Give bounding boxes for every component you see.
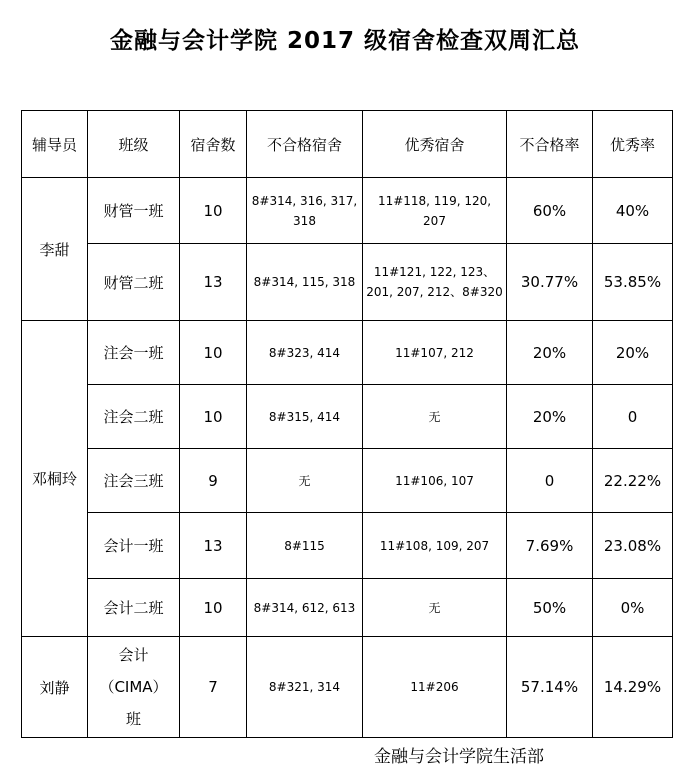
header-counselor: 辅导员 [22,111,88,178]
class-cell: 会计一班 [88,513,180,579]
footer-department: 金融与会计学院生活部 [374,747,544,767]
table-row [22,321,673,385]
excellent-dorms-cell: 无 [363,385,507,449]
class-cell: 财管一班 [88,178,180,244]
excellent-dorms-cell: 11#206 [363,637,507,738]
header-excellent-dorms: 优秀宿舍 [363,111,507,178]
excellent-dorms-cell: 11#118, 119, 120, 207 [363,178,507,244]
header-fail-rate: 不合格率 [507,111,593,178]
fail-rate-cell: 20% [507,321,593,385]
excellent-rate-cell: 40% [593,178,673,244]
fail-dorms-cell: 8#315, 414 [247,385,363,449]
fail-rate-cell: 30.77% [507,244,593,321]
fail-rate-cell: 57.14% [507,637,593,738]
page-title: 金融与会计学院 2017 级宿舍检查双周汇总 [109,28,581,54]
dorm-summary-table [21,110,673,738]
excellent-rate-cell: 0 [593,385,673,449]
fail-dorms-cell: 8#314, 612, 613 [247,579,363,637]
excellent-dorms-cell: 11#108, 109, 207 [363,513,507,579]
excellent-rate-cell: 0% [593,579,673,637]
counselor-cell: 李甜 [22,178,88,321]
dorm-count-cell: 10 [180,321,247,385]
class-cell: 注会三班 [88,449,180,513]
table-row [22,385,673,449]
table-header-row [22,111,673,178]
excellent-rate-cell: 53.85% [593,244,673,321]
class-cell: 会计（CIMA）班 [88,637,180,738]
dorm-count-cell: 13 [180,244,247,321]
fail-rate-cell: 50% [507,579,593,637]
excellent-rate-cell: 23.08% [593,513,673,579]
table-row [22,513,673,579]
fail-dorms-cell: 8#314, 115, 318 [247,244,363,321]
dorm-count-cell: 7 [180,637,247,738]
fail-dorms-cell: 8#115 [247,513,363,579]
header-dorm-count: 宿舍数 [180,111,247,178]
header-class: 班级 [88,111,180,178]
table-row [22,579,673,637]
excellent-dorms-cell: 无 [363,579,507,637]
excellent-rate-cell: 22.22% [593,449,673,513]
fail-dorms-cell: 8#321, 314 [247,637,363,738]
fail-dorms-cell: 8#314, 316, 317, 318 [247,178,363,244]
dorm-count-cell: 10 [180,178,247,244]
dorm-count-cell: 13 [180,513,247,579]
header-excellent-rate: 优秀率 [593,111,673,178]
class-cell: 会计二班 [88,579,180,637]
table-row [22,244,673,321]
fail-rate-cell: 0 [507,449,593,513]
table-row [22,637,673,738]
fail-rate-cell: 60% [507,178,593,244]
dorm-count-cell: 10 [180,579,247,637]
fail-rate-cell: 20% [507,385,593,449]
excellent-dorms-cell: 11#107, 212 [363,321,507,385]
excellent-dorms-cell: 11#121, 122, 123、201, 207, 212、8#320 [363,244,507,321]
dorm-count-cell: 10 [180,385,247,449]
counselor-cell: 邓桐玲 [22,321,88,637]
class-cell: 注会二班 [88,385,180,449]
excellent-rate-cell: 14.29% [593,637,673,738]
table-row [22,178,673,244]
dorm-count-cell: 9 [180,449,247,513]
header-fail-dorms: 不合格宿舍 [247,111,363,178]
counselor-cell: 刘静 [22,637,88,738]
fail-rate-cell: 7.69% [507,513,593,579]
excellent-dorms-cell: 11#106, 107 [363,449,507,513]
fail-dorms-cell: 无 [247,449,363,513]
table-row [22,449,673,513]
fail-dorms-cell: 8#323, 414 [247,321,363,385]
class-cell: 财管二班 [88,244,180,321]
excellent-rate-cell: 20% [593,321,673,385]
class-cell: 注会一班 [88,321,180,385]
